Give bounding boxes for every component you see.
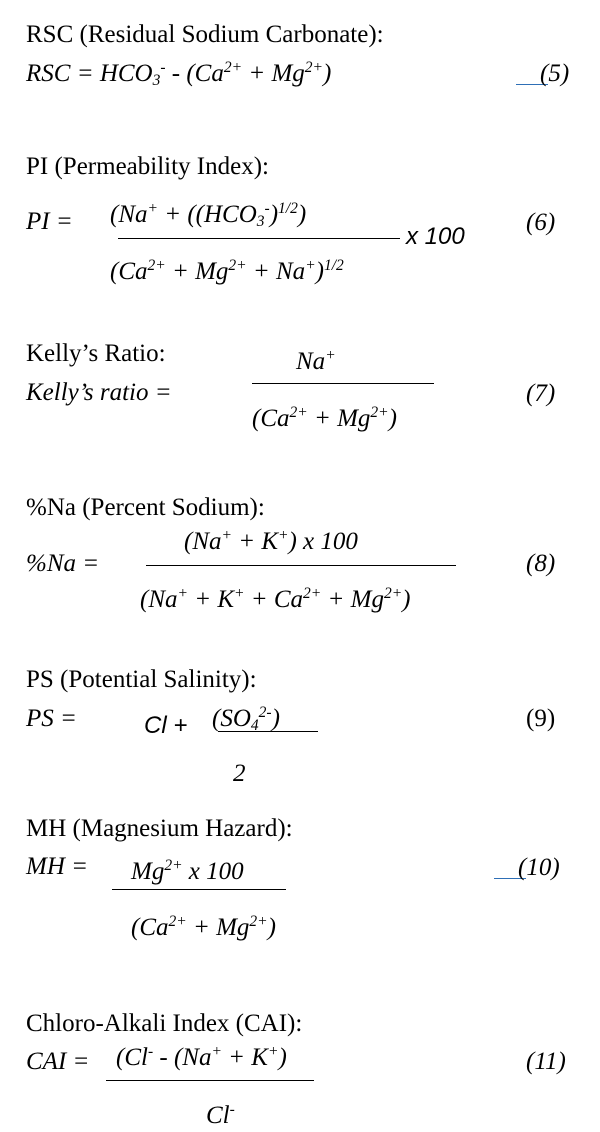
ps-equation-number: (9) bbox=[526, 705, 556, 732]
kelly-denominator: $(Ca^{2+} + Mg^{2+})$ bbox=[252, 404, 397, 432]
ps-heading: PS (Potential Salinity): bbox=[26, 666, 257, 693]
mh-equation-number: (10) bbox=[518, 854, 560, 881]
mh-fraction-line bbox=[112, 889, 286, 890]
rsc-heading: RSC (Residual Sodium Carbonate): bbox=[26, 21, 384, 48]
mh-denominator: $(Ca^{2+} + Mg^{2+})$ bbox=[131, 913, 276, 941]
pi-denominator: $(Ca^{2+} + Mg^{2+} + Na^+)^{1/2}$ bbox=[110, 257, 344, 285]
cai-heading: Chloro-Alkali Index (CAI): bbox=[26, 1010, 303, 1037]
cai-fraction-line bbox=[106, 1080, 314, 1081]
pna-equation-number: (8) bbox=[526, 550, 556, 577]
pi-lhs: PI = bbox=[26, 208, 73, 235]
ps-fraction-line bbox=[218, 731, 318, 732]
kelly-equation-number: (7) bbox=[526, 380, 556, 407]
pna-heading: %Na (Percent Sodium): bbox=[26, 494, 265, 521]
kelly-lhs: Kelly’s ratio = bbox=[26, 379, 172, 406]
cai-equation-number: (11) bbox=[526, 1048, 566, 1075]
kelly-heading: Kelly’s Ratio: bbox=[26, 340, 166, 367]
ps-lhs: PS = bbox=[26, 705, 77, 732]
cai-denominator: Cl- bbox=[206, 1101, 235, 1129]
pi-equation-number: (6) bbox=[526, 209, 556, 236]
pi-fraction-line bbox=[118, 238, 400, 239]
rsc-equation-number: (5) bbox=[540, 60, 570, 87]
rsc-formula: RSC = $HCO_3^- - (Ca^{2+} + Mg^{2+})$ bbox=[26, 59, 332, 89]
pi-times-100: x 100 bbox=[406, 223, 465, 250]
mh-numerator: $Mg^{2+}$ x 100 bbox=[131, 857, 244, 885]
pna-denominator: $(Na^+ + K^+ + Ca^{2+} + Mg^{2+})$ bbox=[140, 585, 411, 613]
kelly-numerator: Na+ bbox=[296, 347, 336, 375]
mh-lhs: MH = bbox=[26, 853, 88, 880]
pna-lhs: %Na = bbox=[26, 550, 100, 577]
pi-numerator: ($Na^+ + ((HCO_3^-)^{1/2})$ bbox=[110, 200, 307, 230]
ps-denominator: 2 bbox=[233, 760, 246, 787]
ps-cl-plus: Cl + bbox=[144, 712, 188, 739]
pna-numerator: (Na+ + K+) x 100 bbox=[184, 527, 358, 555]
pi-heading: PI (Permeability Index): bbox=[26, 153, 269, 180]
ps-numerator: $(SO_4^{2-})$ bbox=[212, 704, 280, 734]
pna-fraction-line bbox=[146, 565, 456, 566]
cai-lhs: CAI = bbox=[26, 1048, 90, 1075]
kelly-fraction-line bbox=[252, 383, 434, 384]
cai-numerator: (Cl- - (Na+ + K+) bbox=[116, 1043, 287, 1071]
mh-heading: MH (Magnesium Hazard): bbox=[26, 815, 293, 842]
